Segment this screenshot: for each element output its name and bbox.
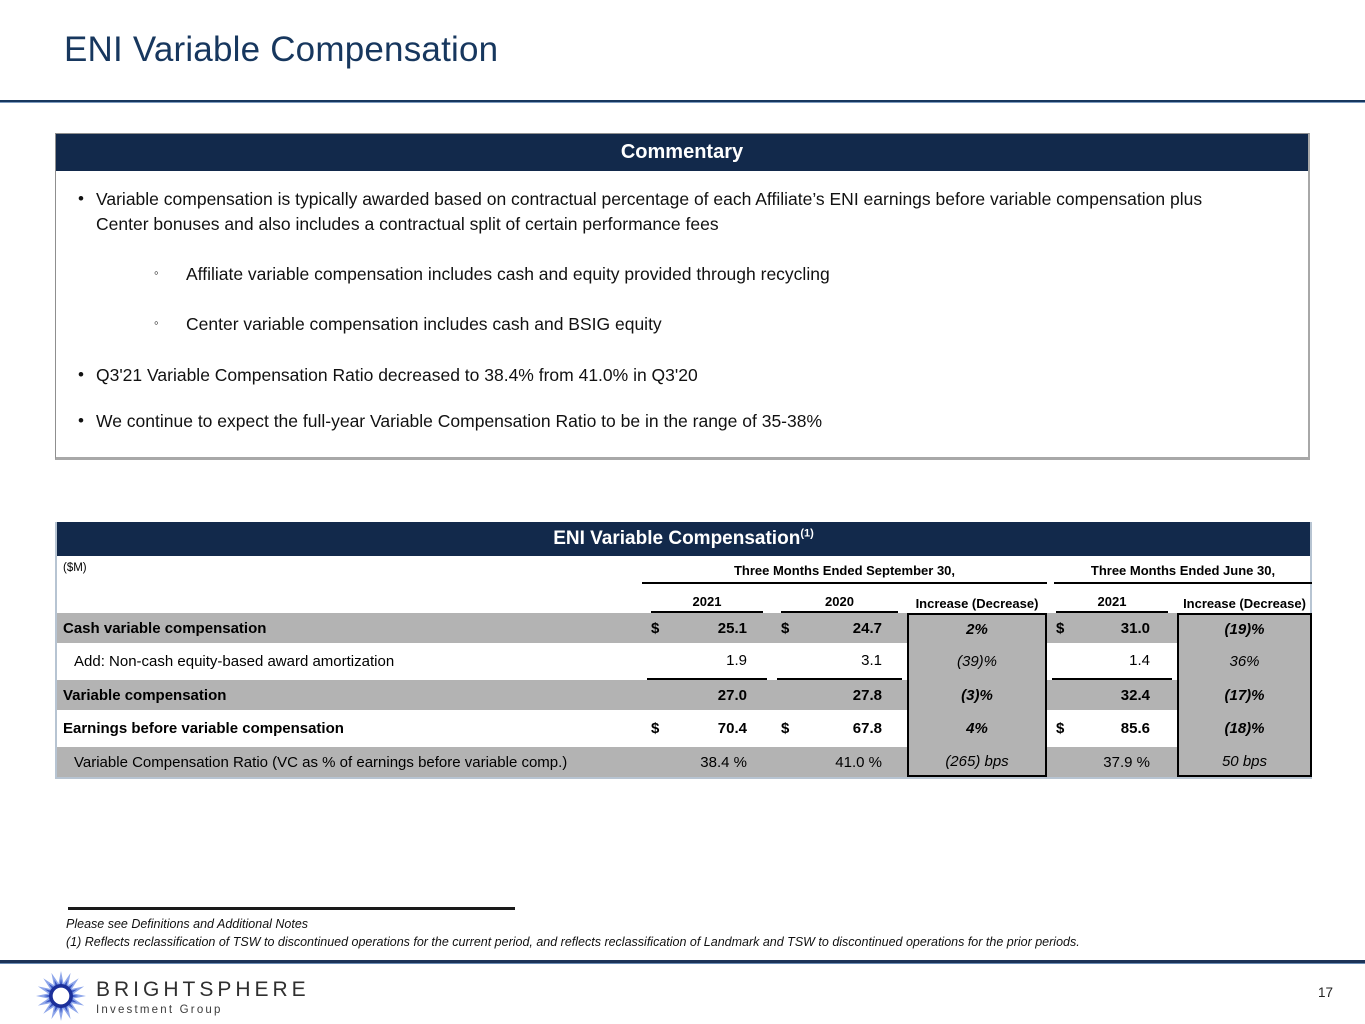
page-number: 17 [1317, 985, 1333, 1000]
table-row [57, 747, 1310, 777]
table-row [57, 680, 1310, 710]
cell-jun-2021: 32.4 [1120, 686, 1150, 704]
bullet-text: Variable compensation is typically awarded based on contractual percentage of each Affiliate’s ENI earnings before variable compensation plus Center bonuses and also includes a contractual split of certain performance fees [96, 189, 1203, 235]
cell-jun-increase: (18)% [1177, 710, 1312, 747]
table-panel [55, 522, 1312, 779]
bullet-text: Q3'21 Variable Compensation Ratio decreased to 38.4% from 41.0% in Q3'20 [96, 364, 698, 385]
bullet-item [74, 363, 1254, 388]
dollar-sign: $ [651, 720, 660, 737]
brand-name: BRIGHTSPHERE [96, 978, 310, 1001]
table-title-superscript: (1) [800, 527, 814, 540]
dollar-sign: $ [1056, 619, 1065, 637]
footer [0, 960, 1365, 1024]
footnote-1: (1) Reflects reclassification of TSW to discontinued operations for the current period, and reflects reclassification of Landmark and TSW to discontinued operations for the prior periods. [66, 935, 1080, 949]
column-header-jun-2021: 2021 [1047, 584, 1177, 613]
sub-bullet-item [152, 312, 1278, 337]
column-header-sep-increase: Increase (Decrease) [915, 596, 1039, 611]
table-row [57, 643, 1310, 680]
cell-sep-2021: 38.4 % [700, 753, 747, 771]
column-header-row [57, 584, 1310, 613]
group-header-row [57, 561, 1310, 584]
row-label: Variable compensation [63, 686, 227, 704]
cell-jun-increase: (17)% [1177, 680, 1312, 710]
group-header-june: Three Months Ended June 30, [1054, 561, 1312, 584]
dollar-sign: $ [651, 619, 660, 637]
cell-sep-2021: $ 25.1 [642, 613, 772, 643]
sub-bullet-item [152, 262, 1278, 287]
cell-sep-2020: 27.8 [852, 686, 882, 704]
row-label: Add: Non-cash equity-based award amortization [74, 653, 395, 670]
table-title-bar [57, 522, 1310, 556]
dollar-sign: $ [781, 720, 790, 737]
column-header-empty [57, 584, 642, 613]
bullet-marker: • [78, 189, 84, 208]
commentary-body [56, 171, 1308, 434]
dollar-sign: $ [1056, 720, 1065, 737]
cell-jun-2021: $ 85.6 [1047, 710, 1177, 747]
footnote-definitions: Please see Definitions and Additional Notes [66, 917, 309, 931]
group-header-spacer [57, 561, 642, 584]
bullet-text: We continue to expect the full-year Variable Compensation Ratio to be in the range of 35-38% [96, 410, 823, 431]
cell-jun-2021: $ 31.0 [1047, 613, 1177, 643]
column-header-jun-increase: Increase (Decrease) [1183, 596, 1306, 611]
cell-sep-increase: 4% [907, 710, 1047, 747]
brand-block [96, 978, 310, 1016]
cell-sep-2021: 27.0 [717, 686, 747, 704]
table-row [57, 710, 1310, 747]
sub-bullet-marker: ◦ [154, 264, 159, 280]
table-title: ENI Variable Compensation$^{(1)}$ [553, 527, 814, 549]
commentary-header-label: Commentary [620, 141, 744, 163]
cell-sep-increase: (3)% [907, 680, 1047, 710]
cell-jun-2021: 1.4 [1047, 643, 1177, 680]
cell-sep-2021: $ 70.4 [642, 710, 772, 747]
cell-sep-increase: (265) bps [907, 747, 1047, 777]
cell-jun-2021: 37.9 % [1103, 753, 1150, 771]
table-row [57, 613, 1310, 643]
column-header-sep-2021: 2021 [642, 584, 772, 613]
sub-bullet-text: Center variable compensation includes cash and BSIG equity [186, 314, 662, 335]
row-label: Variable Compensation Ratio (VC as % of earnings before variable comp.) [74, 753, 568, 771]
brightsphere-logo-icon [36, 971, 86, 1021]
row-label: Cash variable compensation [63, 619, 267, 637]
cell-sep-2020: $ 24.7 [772, 613, 907, 643]
cell-jun-increase: 50 bps [1177, 747, 1312, 777]
cell-sep-2020: $ 67.8 [772, 710, 907, 747]
bullet-marker: • [78, 364, 84, 384]
title-rule [0, 100, 1365, 103]
sub-bullet-marker: ◦ [154, 315, 159, 331]
cell-sep-increase: (39)% [907, 643, 1047, 680]
unit-label: ($M) [63, 562, 87, 574]
commentary-header [56, 134, 1308, 171]
cell-jun-increase: (19)% [1177, 613, 1312, 643]
footnote-rule [68, 907, 515, 910]
bullet-item [74, 187, 1254, 238]
cell-jun-increase: 36% [1177, 643, 1312, 680]
commentary-panel [55, 133, 1310, 460]
cell-sep-increase: 2% [907, 613, 1047, 643]
cell-sep-2021: 1.9 [642, 643, 772, 680]
page-title: ENI Variable Compensation [64, 30, 499, 69]
brand-subtitle: Investment Group [96, 1004, 223, 1016]
bullet-item [74, 409, 1254, 434]
sub-bullet-text: Affiliate variable compensation includes cash and equity provided through recycling [186, 263, 830, 284]
table-header [57, 556, 1310, 613]
dollar-sign: $ [781, 619, 790, 637]
group-header-september: Three Months Ended September 30, [642, 561, 1047, 584]
column-header-sep-2020: 2020 [772, 584, 907, 613]
cell-sep-2020: 41.0 % [835, 753, 882, 771]
bullet-marker: • [78, 410, 84, 430]
row-label: Earnings before variable compensation [63, 720, 344, 737]
cell-sep-2020: 3.1 [772, 643, 907, 680]
